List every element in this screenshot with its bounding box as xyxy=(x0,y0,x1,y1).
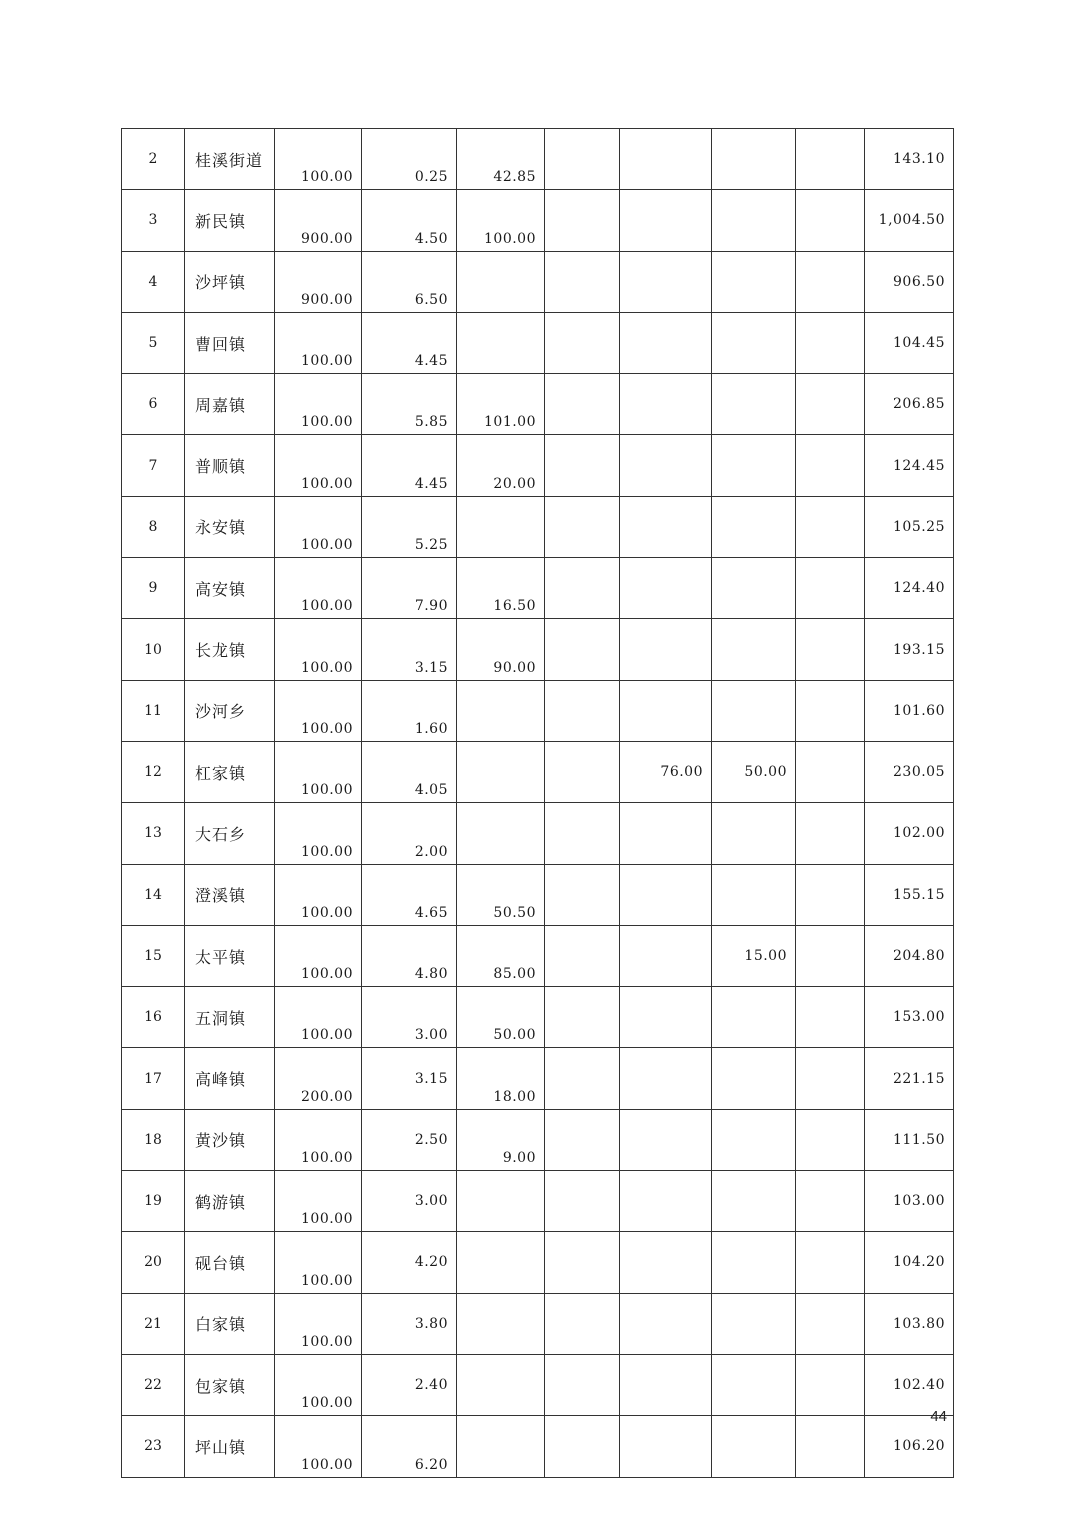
amount-col4-cell xyxy=(545,864,620,925)
row-index-cell: 10 xyxy=(122,619,185,680)
amount-col1-cell: 200.00 xyxy=(275,1048,362,1109)
amount-col2-cell: 4.65 xyxy=(362,864,457,925)
town-name-cell: 澄溪镇 xyxy=(185,864,275,925)
amount-col3-cell: 50.50 xyxy=(457,864,545,925)
amount-col1-cell: 100.00 xyxy=(275,680,362,741)
amount-col3-cell: 16.50 xyxy=(457,558,545,619)
amount-col3-cell xyxy=(457,312,545,373)
total-cell: 102.40 xyxy=(865,1354,954,1415)
amount-col1-cell: 900.00 xyxy=(275,190,362,251)
amount-col6-cell xyxy=(712,496,796,557)
total-cell: 906.50 xyxy=(865,251,954,312)
amount-col5-cell xyxy=(620,1354,712,1415)
amount-col2-cell: 3.80 xyxy=(362,1293,457,1354)
table-row xyxy=(122,374,954,435)
amount-col5-cell: 76.00 xyxy=(620,741,712,802)
amount-col7-cell xyxy=(796,1048,865,1109)
row-index-cell: 14 xyxy=(122,864,185,925)
amount-col6-cell xyxy=(712,558,796,619)
amount-col6-cell xyxy=(712,680,796,741)
amount-col5-cell xyxy=(620,1232,712,1293)
amount-col4-cell xyxy=(545,1354,620,1415)
town-name-cell: 坪山镇 xyxy=(185,1416,275,1477)
amount-col6-cell xyxy=(712,1171,796,1232)
amount-col1-cell: 100.00 xyxy=(275,803,362,864)
amount-col5-cell xyxy=(620,435,712,496)
total-cell: 153.00 xyxy=(865,987,954,1048)
amount-col4-cell xyxy=(545,435,620,496)
amount-col1-cell: 100.00 xyxy=(275,987,362,1048)
amount-col7-cell xyxy=(796,435,865,496)
amount-col6-cell xyxy=(712,190,796,251)
row-index-cell: 20 xyxy=(122,1232,185,1293)
table-row xyxy=(122,1109,954,1170)
amount-col3-cell xyxy=(457,496,545,557)
town-name-cell: 沙河乡 xyxy=(185,680,275,741)
amount-col1-cell: 100.00 xyxy=(275,1293,362,1354)
town-name-cell: 桂溪街道 xyxy=(185,129,275,190)
amount-col4-cell xyxy=(545,1171,620,1232)
town-name-cell: 太平镇 xyxy=(185,925,275,986)
total-cell: 102.00 xyxy=(865,803,954,864)
row-index-cell: 8 xyxy=(122,496,185,557)
amount-col4-cell xyxy=(545,496,620,557)
amount-col7-cell xyxy=(796,803,865,864)
amount-col2-cell: 7.90 xyxy=(362,558,457,619)
amount-col2-cell: 5.85 xyxy=(362,374,457,435)
row-index-cell: 11 xyxy=(122,680,185,741)
amount-col2-cell: 3.00 xyxy=(362,987,457,1048)
amount-col7-cell xyxy=(796,619,865,680)
table-row xyxy=(122,1171,954,1232)
amount-col7-cell xyxy=(796,925,865,986)
amount-col4-cell xyxy=(545,680,620,741)
total-cell: 143.10 xyxy=(865,129,954,190)
amount-col3-cell: 50.00 xyxy=(457,987,545,1048)
amount-col3-cell: 9.00 xyxy=(457,1109,545,1170)
amount-col3-cell xyxy=(457,1232,545,1293)
table-row xyxy=(122,1048,954,1109)
amount-col1-cell: 100.00 xyxy=(275,129,362,190)
amount-col5-cell xyxy=(620,1171,712,1232)
amount-col6-cell xyxy=(712,803,796,864)
amount-col1-cell: 100.00 xyxy=(275,864,362,925)
total-cell: 103.00 xyxy=(865,1171,954,1232)
amount-col2-cell: 6.50 xyxy=(362,251,457,312)
amount-col5-cell xyxy=(620,864,712,925)
town-name-cell: 鹤游镇 xyxy=(185,1171,275,1232)
table-row xyxy=(122,619,954,680)
amount-col2-cell: 2.40 xyxy=(362,1354,457,1415)
amount-col6-cell xyxy=(712,1354,796,1415)
amount-col6-cell xyxy=(712,374,796,435)
total-cell: 106.20 xyxy=(865,1416,954,1477)
amount-col6-cell xyxy=(712,1293,796,1354)
table-row xyxy=(122,1416,954,1477)
amount-col3-cell xyxy=(457,741,545,802)
amount-col5-cell xyxy=(620,251,712,312)
row-index-cell: 17 xyxy=(122,1048,185,1109)
amount-col6-cell xyxy=(712,987,796,1048)
amount-col7-cell xyxy=(796,1232,865,1293)
table-row xyxy=(122,190,954,251)
amount-col7-cell xyxy=(796,374,865,435)
allocation-table-container xyxy=(121,128,954,1478)
amount-col1-cell: 100.00 xyxy=(275,1232,362,1293)
amount-col4-cell xyxy=(545,741,620,802)
town-name-cell: 曹回镇 xyxy=(185,312,275,373)
amount-col5-cell xyxy=(620,925,712,986)
amount-col4-cell xyxy=(545,374,620,435)
amount-col4-cell xyxy=(545,619,620,680)
row-index-cell: 5 xyxy=(122,312,185,373)
amount-col3-cell xyxy=(457,251,545,312)
total-cell: 206.85 xyxy=(865,374,954,435)
town-name-cell: 砚台镇 xyxy=(185,1232,275,1293)
amount-col3-cell xyxy=(457,803,545,864)
table-row xyxy=(122,803,954,864)
total-cell: 104.45 xyxy=(865,312,954,373)
row-index-cell: 15 xyxy=(122,925,185,986)
town-name-cell: 周嘉镇 xyxy=(185,374,275,435)
allocation-table xyxy=(121,128,954,1478)
town-name-cell: 新民镇 xyxy=(185,190,275,251)
amount-col7-cell xyxy=(796,190,865,251)
amount-col4-cell xyxy=(545,1232,620,1293)
town-name-cell: 杠家镇 xyxy=(185,741,275,802)
amount-col6-cell xyxy=(712,1232,796,1293)
amount-col5-cell xyxy=(620,496,712,557)
row-index-cell: 12 xyxy=(122,741,185,802)
amount-col5-cell xyxy=(620,619,712,680)
amount-col2-cell: 2.00 xyxy=(362,803,457,864)
amount-col5-cell xyxy=(620,1416,712,1477)
amount-col4-cell xyxy=(545,803,620,864)
amount-col4-cell xyxy=(545,558,620,619)
total-cell: 101.60 xyxy=(865,680,954,741)
amount-col7-cell xyxy=(796,1293,865,1354)
amount-col5-cell xyxy=(620,190,712,251)
table-row xyxy=(122,987,954,1048)
total-cell: 105.25 xyxy=(865,496,954,557)
amount-col1-cell: 100.00 xyxy=(275,1416,362,1477)
amount-col4-cell xyxy=(545,251,620,312)
row-index-cell: 7 xyxy=(122,435,185,496)
amount-col7-cell xyxy=(796,680,865,741)
amount-col1-cell: 100.00 xyxy=(275,619,362,680)
total-cell: 124.45 xyxy=(865,435,954,496)
total-cell: 1,004.50 xyxy=(865,190,954,251)
row-index-cell: 3 xyxy=(122,190,185,251)
row-index-cell: 2 xyxy=(122,129,185,190)
table-row xyxy=(122,1232,954,1293)
amount-col2-cell: 3.00 xyxy=(362,1171,457,1232)
amount-col2-cell: 4.20 xyxy=(362,1232,457,1293)
table-row xyxy=(122,251,954,312)
amount-col5-cell xyxy=(620,987,712,1048)
table-row xyxy=(122,864,954,925)
amount-col7-cell xyxy=(796,312,865,373)
amount-col7-cell xyxy=(796,558,865,619)
total-cell: 221.15 xyxy=(865,1048,954,1109)
row-index-cell: 22 xyxy=(122,1354,185,1415)
amount-col4-cell xyxy=(545,925,620,986)
amount-col3-cell xyxy=(457,1416,545,1477)
amount-col7-cell xyxy=(796,1416,865,1477)
row-index-cell: 6 xyxy=(122,374,185,435)
amount-col4-cell xyxy=(545,1109,620,1170)
town-name-cell: 长龙镇 xyxy=(185,619,275,680)
town-name-cell: 高峰镇 xyxy=(185,1048,275,1109)
amount-col3-cell: 42.85 xyxy=(457,129,545,190)
amount-col3-cell: 101.00 xyxy=(457,374,545,435)
amount-col6-cell xyxy=(712,251,796,312)
amount-col7-cell xyxy=(796,741,865,802)
page-number: 44 xyxy=(930,1408,947,1425)
table-row xyxy=(122,925,954,986)
table-row xyxy=(122,741,954,802)
amount-col1-cell: 100.00 xyxy=(275,312,362,373)
amount-col7-cell xyxy=(796,496,865,557)
amount-col7-cell xyxy=(796,251,865,312)
amount-col3-cell: 100.00 xyxy=(457,190,545,251)
amount-col2-cell: 4.45 xyxy=(362,435,457,496)
amount-col3-cell: 20.00 xyxy=(457,435,545,496)
row-index-cell: 4 xyxy=(122,251,185,312)
amount-col1-cell: 100.00 xyxy=(275,558,362,619)
table-row xyxy=(122,435,954,496)
amount-col5-cell xyxy=(620,374,712,435)
amount-col6-cell xyxy=(712,1048,796,1109)
amount-col6-cell: 50.00 xyxy=(712,741,796,802)
row-index-cell: 16 xyxy=(122,987,185,1048)
town-name-cell: 五洞镇 xyxy=(185,987,275,1048)
table-row xyxy=(122,1293,954,1354)
amount-col7-cell xyxy=(796,129,865,190)
amount-col2-cell: 4.45 xyxy=(362,312,457,373)
amount-col6-cell xyxy=(712,864,796,925)
amount-col7-cell xyxy=(796,987,865,1048)
total-cell: 103.80 xyxy=(865,1293,954,1354)
row-index-cell: 13 xyxy=(122,803,185,864)
amount-col2-cell: 1.60 xyxy=(362,680,457,741)
amount-col2-cell: 5.25 xyxy=(362,496,457,557)
amount-col1-cell: 100.00 xyxy=(275,1109,362,1170)
amount-col2-cell: 4.50 xyxy=(362,190,457,251)
amount-col4-cell xyxy=(545,1416,620,1477)
amount-col3-cell: 18.00 xyxy=(457,1048,545,1109)
row-index-cell: 19 xyxy=(122,1171,185,1232)
amount-col6-cell xyxy=(712,435,796,496)
row-index-cell: 23 xyxy=(122,1416,185,1477)
table-row xyxy=(122,1354,954,1415)
amount-col2-cell: 4.80 xyxy=(362,925,457,986)
amount-col2-cell: 3.15 xyxy=(362,1048,457,1109)
amount-col1-cell: 100.00 xyxy=(275,925,362,986)
amount-col5-cell xyxy=(620,1109,712,1170)
amount-col2-cell: 4.05 xyxy=(362,741,457,802)
amount-col1-cell: 900.00 xyxy=(275,251,362,312)
amount-col5-cell xyxy=(620,558,712,619)
amount-col2-cell: 2.50 xyxy=(362,1109,457,1170)
total-cell: 155.15 xyxy=(865,864,954,925)
amount-col4-cell xyxy=(545,1293,620,1354)
amount-col3-cell xyxy=(457,1293,545,1354)
amount-col2-cell: 0.25 xyxy=(362,129,457,190)
amount-col5-cell xyxy=(620,312,712,373)
amount-col5-cell xyxy=(620,1048,712,1109)
amount-col4-cell xyxy=(545,129,620,190)
town-name-cell: 普顺镇 xyxy=(185,435,275,496)
table-row xyxy=(122,680,954,741)
town-name-cell: 高安镇 xyxy=(185,558,275,619)
amount-col7-cell xyxy=(796,1354,865,1415)
amount-col1-cell: 100.00 xyxy=(275,1171,362,1232)
table-row xyxy=(122,129,954,190)
amount-col5-cell xyxy=(620,129,712,190)
row-index-cell: 9 xyxy=(122,558,185,619)
town-name-cell: 黄沙镇 xyxy=(185,1109,275,1170)
amount-col7-cell xyxy=(796,864,865,925)
amount-col5-cell xyxy=(620,1293,712,1354)
total-cell: 193.15 xyxy=(865,619,954,680)
amount-col6-cell xyxy=(712,1416,796,1477)
total-cell: 204.80 xyxy=(865,925,954,986)
amount-col6-cell: 15.00 xyxy=(712,925,796,986)
total-cell: 230.05 xyxy=(865,741,954,802)
town-name-cell: 永安镇 xyxy=(185,496,275,557)
amount-col5-cell xyxy=(620,680,712,741)
amount-col1-cell: 100.00 xyxy=(275,1354,362,1415)
table-row xyxy=(122,496,954,557)
amount-col6-cell xyxy=(712,619,796,680)
amount-col3-cell xyxy=(457,1171,545,1232)
amount-col6-cell xyxy=(712,312,796,373)
amount-col1-cell: 100.00 xyxy=(275,435,362,496)
town-name-cell: 大石乡 xyxy=(185,803,275,864)
total-cell: 104.20 xyxy=(865,1232,954,1293)
amount-col4-cell xyxy=(545,1048,620,1109)
amount-col6-cell xyxy=(712,129,796,190)
amount-col3-cell xyxy=(457,680,545,741)
amount-col4-cell xyxy=(545,312,620,373)
row-index-cell: 18 xyxy=(122,1109,185,1170)
amount-col7-cell xyxy=(796,1109,865,1170)
amount-col1-cell: 100.00 xyxy=(275,741,362,802)
table-row xyxy=(122,558,954,619)
amount-col3-cell xyxy=(457,1354,545,1415)
row-index-cell: 21 xyxy=(122,1293,185,1354)
amount-col3-cell: 90.00 xyxy=(457,619,545,680)
amount-col2-cell: 6.20 xyxy=(362,1416,457,1477)
amount-col1-cell: 100.00 xyxy=(275,496,362,557)
amount-col7-cell xyxy=(796,1171,865,1232)
amount-col6-cell xyxy=(712,1109,796,1170)
town-name-cell: 包家镇 xyxy=(185,1354,275,1415)
town-name-cell: 白家镇 xyxy=(185,1293,275,1354)
amount-col4-cell xyxy=(545,190,620,251)
amount-col4-cell xyxy=(545,987,620,1048)
total-cell: 111.50 xyxy=(865,1109,954,1170)
table-body xyxy=(122,129,954,1478)
town-name-cell: 沙坪镇 xyxy=(185,251,275,312)
total-cell: 124.40 xyxy=(865,558,954,619)
amount-col3-cell: 85.00 xyxy=(457,925,545,986)
amount-col5-cell xyxy=(620,803,712,864)
amount-col2-cell: 3.15 xyxy=(362,619,457,680)
table-row xyxy=(122,312,954,373)
amount-col1-cell: 100.00 xyxy=(275,374,362,435)
